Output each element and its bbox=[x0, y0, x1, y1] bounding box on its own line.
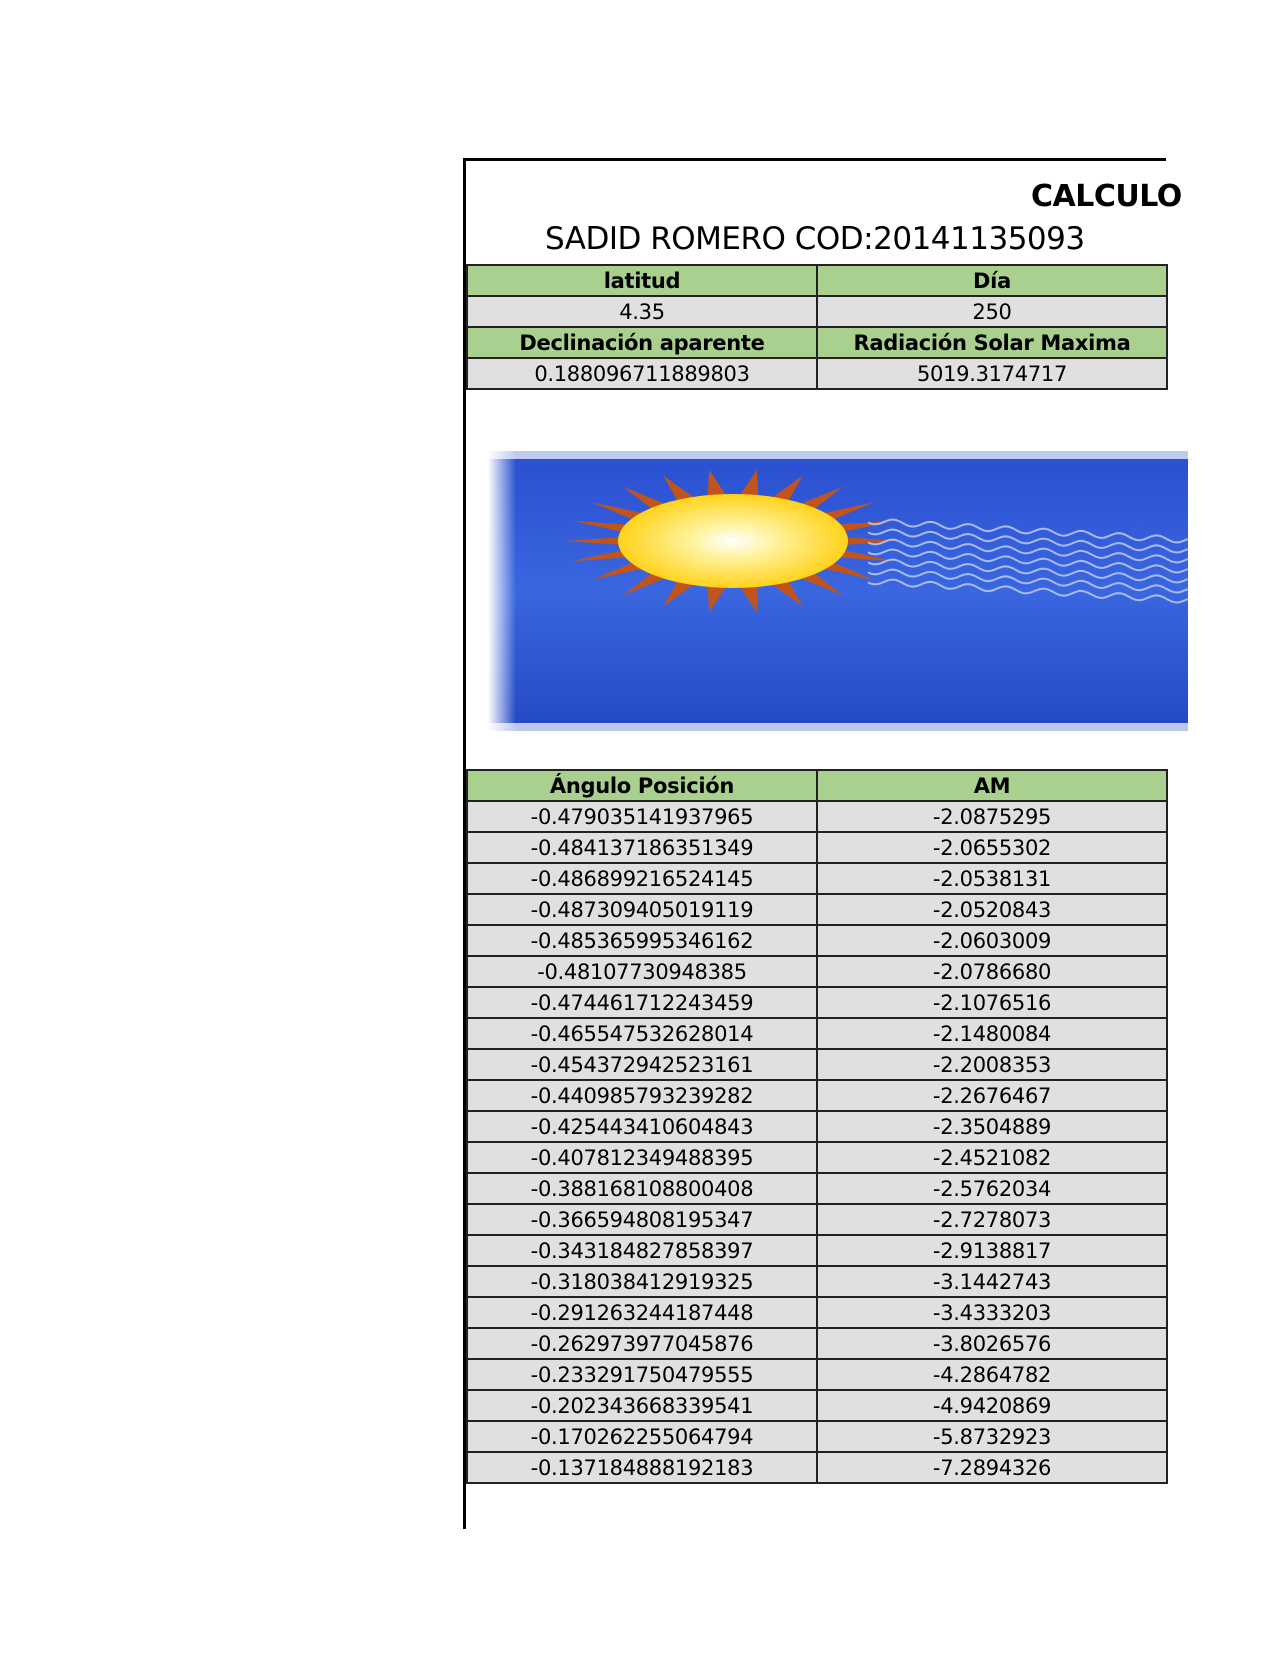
am-cell[interactable]: -2.5762034 bbox=[817, 1173, 1167, 1204]
radiacion-cell[interactable]: 5019.3174717 bbox=[817, 358, 1167, 389]
table-row bbox=[467, 1142, 1167, 1173]
table-row bbox=[467, 925, 1167, 956]
dia-header[interactable]: Día bbox=[817, 265, 1167, 296]
table-row bbox=[467, 1111, 1167, 1142]
angulo-cell[interactable]: -0.486899216524145 bbox=[467, 863, 817, 894]
angulo-cell[interactable]: -0.487309405019119 bbox=[467, 894, 817, 925]
angulo-cell[interactable]: -0.291263244187448 bbox=[467, 1297, 817, 1328]
angulo-header[interactable]: Ángulo Posición bbox=[467, 770, 817, 801]
am-cell[interactable]: -4.9420869 bbox=[817, 1390, 1167, 1421]
am-cell[interactable]: -2.1480084 bbox=[817, 1018, 1167, 1049]
table-row bbox=[467, 863, 1167, 894]
angulo-cell[interactable]: -0.262973977045876 bbox=[467, 1328, 817, 1359]
sheet-title-row bbox=[466, 179, 1182, 219]
table-row bbox=[467, 1018, 1167, 1049]
latitud-cell[interactable]: 4.35 bbox=[467, 296, 817, 327]
am-cell[interactable]: -2.9138817 bbox=[817, 1235, 1167, 1266]
table-row bbox=[467, 1204, 1167, 1235]
sun-radiation-icon bbox=[488, 451, 1188, 731]
table-row bbox=[467, 832, 1167, 863]
angulo-cell[interactable]: -0.407812349488395 bbox=[467, 1142, 817, 1173]
am-cell[interactable]: -2.2008353 bbox=[817, 1049, 1167, 1080]
table-row bbox=[467, 956, 1167, 987]
declinacion-header[interactable]: Declinación aparente bbox=[467, 327, 817, 358]
radiacion-header[interactable]: Radiación Solar Maxima bbox=[817, 327, 1167, 358]
am-cell[interactable]: -7.2894326 bbox=[817, 1452, 1167, 1483]
angulo-cell[interactable]: -0.48107730948385 bbox=[467, 956, 817, 987]
table-row bbox=[467, 1235, 1167, 1266]
table-row bbox=[467, 1421, 1167, 1452]
table-row bbox=[467, 1297, 1167, 1328]
angulo-cell[interactable]: -0.233291750479555 bbox=[467, 1359, 817, 1390]
latitud-header[interactable]: latitud bbox=[467, 265, 817, 296]
angulo-cell[interactable]: -0.485365995346162 bbox=[467, 925, 817, 956]
am-cell[interactable]: -4.2864782 bbox=[817, 1359, 1167, 1390]
am-cell[interactable]: -5.8732923 bbox=[817, 1421, 1167, 1452]
am-cell[interactable]: -2.0520843 bbox=[817, 894, 1167, 925]
am-cell[interactable]: -2.7278073 bbox=[817, 1204, 1167, 1235]
table-row bbox=[467, 894, 1167, 925]
angle-am-table bbox=[466, 769, 1168, 1484]
am-cell[interactable]: -3.4333203 bbox=[817, 1297, 1167, 1328]
angulo-cell[interactable]: -0.388168108800408 bbox=[467, 1173, 817, 1204]
table-row bbox=[467, 1173, 1167, 1204]
declinacion-cell[interactable]: 0.188096711889803 bbox=[467, 358, 817, 389]
angulo-cell[interactable]: -0.170262255064794 bbox=[467, 1421, 817, 1452]
table-row bbox=[467, 1049, 1167, 1080]
dia-cell[interactable]: 250 bbox=[817, 296, 1167, 327]
angulo-cell[interactable]: -0.343184827858397 bbox=[467, 1235, 817, 1266]
angulo-cell[interactable]: -0.484137186351349 bbox=[467, 832, 817, 863]
am-cell[interactable]: -2.0655302 bbox=[817, 832, 1167, 863]
table-row bbox=[467, 801, 1167, 832]
angulo-cell[interactable]: -0.465547532628014 bbox=[467, 1018, 817, 1049]
spreadsheet-page bbox=[463, 158, 1182, 1529]
am-cell[interactable]: -2.4521082 bbox=[817, 1142, 1167, 1173]
angulo-cell[interactable]: -0.202343668339541 bbox=[467, 1390, 817, 1421]
angulo-cell[interactable]: -0.474461712243459 bbox=[467, 987, 817, 1018]
table-row bbox=[467, 1359, 1167, 1390]
angulo-cell[interactable]: -0.318038412919325 bbox=[467, 1266, 817, 1297]
table-row bbox=[467, 1452, 1167, 1483]
table-row bbox=[467, 1328, 1167, 1359]
am-header[interactable]: AM bbox=[817, 770, 1167, 801]
angulo-cell[interactable]: -0.425443410604843 bbox=[467, 1111, 817, 1142]
am-cell[interactable]: -3.1442743 bbox=[817, 1266, 1167, 1297]
sheet-subtitle: SADID ROMERO COD:20141135093 bbox=[545, 221, 1085, 257]
table-row bbox=[467, 1080, 1167, 1111]
am-cell[interactable]: -2.1076516 bbox=[817, 987, 1167, 1018]
am-cell[interactable]: -2.0786680 bbox=[817, 956, 1167, 987]
am-cell[interactable]: -3.8026576 bbox=[817, 1328, 1167, 1359]
am-cell[interactable]: -2.0538131 bbox=[817, 863, 1167, 894]
table-row bbox=[467, 987, 1167, 1018]
angulo-cell[interactable]: -0.479035141937965 bbox=[467, 801, 817, 832]
parameters-table bbox=[466, 264, 1168, 390]
sun-radiation-image bbox=[488, 451, 1188, 731]
sheet-title: CALCULO bbox=[1031, 179, 1182, 214]
angulo-cell[interactable]: -0.366594808195347 bbox=[467, 1204, 817, 1235]
table-row bbox=[467, 1266, 1167, 1297]
angulo-cell[interactable]: -0.454372942523161 bbox=[467, 1049, 817, 1080]
angulo-cell[interactable]: -0.137184888192183 bbox=[467, 1452, 817, 1483]
table-row bbox=[467, 1390, 1167, 1421]
angulo-cell[interactable]: -0.440985793239282 bbox=[467, 1080, 817, 1111]
am-cell[interactable]: -2.0603009 bbox=[817, 925, 1167, 956]
am-cell[interactable]: -2.0875295 bbox=[817, 801, 1167, 832]
am-cell[interactable]: -2.3504889 bbox=[817, 1111, 1167, 1142]
am-cell[interactable]: -2.2676467 bbox=[817, 1080, 1167, 1111]
